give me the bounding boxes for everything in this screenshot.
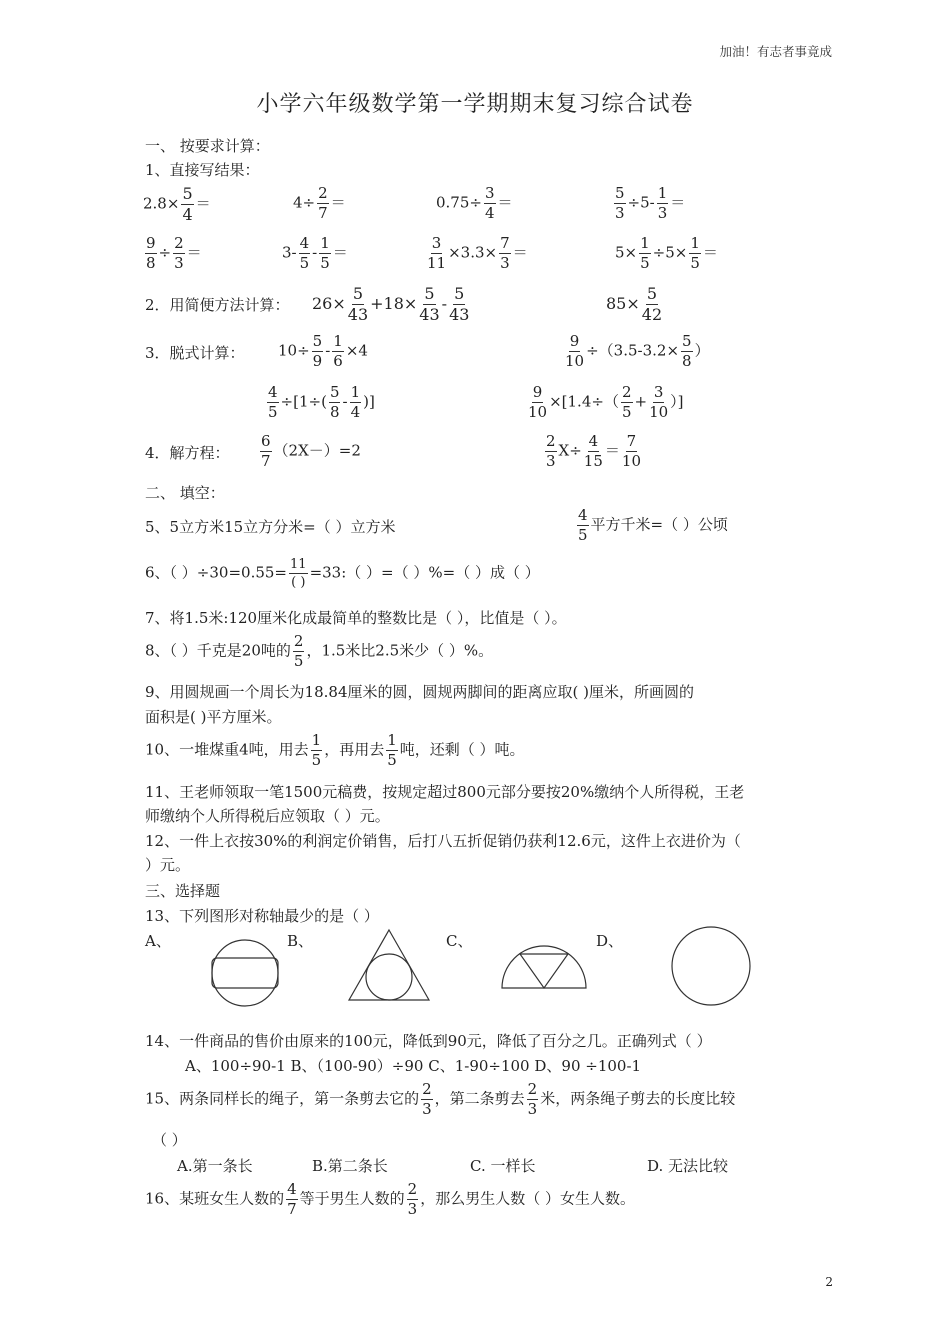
q1-r1-b: 4÷ $\frac{2}{7}$ ＝ [293,184,346,222]
q1-r1-a: 2.8× $\frac{5}{4}$ ＝ [143,184,211,224]
q6: 6、（ ）÷30=0.55= $\frac{11}{( )}$ =33:（ ）=（ ）%=（ ）成（ ） [145,557,540,590]
q15-option-a: A.第一条长 [177,1157,253,1175]
q13: 13、下列图形对称轴最少的是（ ） [145,907,379,925]
q14: 14、一件商品的售价由原来的100元，降低到90元，降低了百分之几。正确列式（ ） [145,1032,712,1050]
page-number: 2 [825,1275,833,1289]
q13-option-d-label: D、 [596,932,624,950]
figure-a-circle-rectangle [205,938,285,1008]
q14-options: A、100÷90-1 B、（100-90）÷90 C、1-90÷100 D、90 ÷100-1 [185,1057,642,1075]
q4-label: 4．解方程： [145,444,230,462]
section-2-heading: 二、 填空： [145,484,225,502]
page-title: 小学六年级数学第一学期期末复习综合试卷 [256,92,694,117]
section-3-heading: 三、选择题 [145,882,221,900]
q3-expr3: $\frac{4}{5}$ ÷[1÷( $\frac{5}{8}$ - $\frac{1}{4}$ )] [268,383,375,421]
q9-line2: 面积是( )平方厘米。 [145,708,282,726]
q15-option-d: D. 无法比较 [647,1157,729,1175]
q2-expr2: 85× $\frac{5}{42}$ [606,284,663,324]
q15-answer-blank: （ ） [152,1131,187,1149]
q3-expr4: $\frac{9}{10}$ ×[1.4÷（ $\frac{2}{5}$ + $\frac{3}{10}$ ）] [528,383,684,421]
q12-line2: ）元。 [145,856,191,874]
q2-expr1: 26× $\frac{5}{43}$ +18× $\frac{5}{43}$ - $\frac{5}{43}$ [312,284,470,324]
q1-r1-d: $\frac{5}{3}$ ÷5- $\frac{1}{3}$ ＝ [615,184,686,222]
q11-line2: 师缴纳个人所得税后应领取（ ）元。 [145,807,390,825]
q15: 15、两条同样长的绳子，第一条剪去它的 $\frac{2}{3}$ ，第二条剪去 $\frac{2}{3}$ 米，两条绳子剪去的长度比较 [145,1080,736,1118]
figure-d-circle [670,925,752,1007]
q11-line1: 11、王老师领取一笔1500元稿费，按规定超过800元部分要按20%缴纳个人所得税，王老 [145,783,745,801]
q4-eq2: $\frac{2}{3}$ X÷ $\frac{4}{15}$ ＝ $\frac{7}{10}$ [546,432,641,470]
q16: 16、某班女生人数的 $\frac{4}{7}$ 等于男生人数的 $\frac{2}{3}$ ，那么男生人数（ ）女生人数。 [145,1180,635,1218]
q13-option-a-label: A、 [145,932,171,950]
q8: 8、（ ）千克是20吨的 $\frac{2}{5}$ ，1.5米比2.5米少（ ）%。 [145,632,494,670]
q1-label: 1、直接写结果： [145,161,260,179]
q4-eq1: $\frac{6}{7}$ （2X－）=2 [261,432,361,470]
q13-option-c-label: C、 [446,932,473,950]
q1-r2-a: $\frac{9}{8}$ ÷ $\frac{2}{3}$ ＝ [146,234,202,272]
q1-r2-d: 5× $\frac{1}{5}$ ÷5× $\frac{1}{5}$ ＝ [615,234,718,272]
q5-part2: $\frac{4}{5}$ 平方千米=（ ）公顷 [578,506,728,544]
page-header: 加油！有志者事竟成 [719,44,832,59]
q9-line1: 9、用圆规画一个周长为18.84厘米的圆，圆规两脚间的距离应取( )厘米，所画圆的 [145,683,694,701]
section-1-heading: 一、 按要求计算： [145,137,270,155]
q3-expr1: 10÷ $\frac{5}{9}$ - $\frac{1}{6}$ ×4 [278,332,368,370]
q2-label: 2．用简便方法计算： [145,296,290,314]
q13-option-b-label: B、 [287,932,314,950]
q12-line1: 12、一件上衣按30%的利润定价销售，后打八五折促销仍获利12.6元，这件上衣进价为（ [145,832,741,850]
q1-r1-c: 0.75÷ $\frac{3}{4}$ ＝ [436,184,513,222]
q3-expr2: $\frac{9}{10}$ ÷（3.5-3.2× $\frac{5}{8}$ ） [565,332,710,370]
q1-r2-b: 3- $\frac{4}{5}$ - $\frac{1}{5}$ ＝ [282,234,348,272]
q3-label: 3．脱式计算： [145,344,245,362]
q1-r2-c: $\frac{3}{11}$ ×3.3× $\frac{7}{3}$ ＝ [427,234,528,272]
q15-option-c: C. 一样长 [470,1157,536,1175]
figure-b-triangle-circle [345,928,433,1003]
q7: 7、将1.5米:120厘米化成最简单的整数比是（ ），比值是（ ）。 [145,609,567,627]
q5-part1: 5、5立方米15立方分米=（ ）立方米 [145,518,396,536]
q10: 10、一堆煤重4吨，用去 $\frac{1}{5}$ ，再用去 $\frac{1}{5}$ 吨，还剩（ ）吨。 [145,731,525,769]
figure-c-semicircle-triangle [498,940,590,992]
q15-option-b: B.第二条长 [312,1157,388,1175]
